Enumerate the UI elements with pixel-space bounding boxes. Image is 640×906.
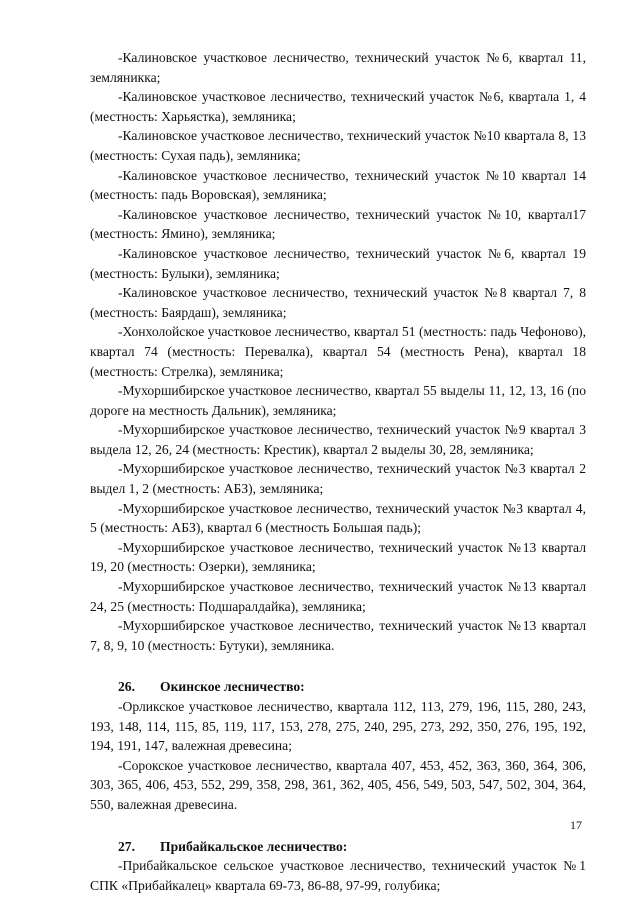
section-number: 27. [118, 838, 135, 854]
paragraph-sorokskoe: -Сорокское участковое лесничество, квартала 407, 453, 452, 363, 360, 364, 306, 303, 365, 406, 453, 552, 299, 358, 298, 361, 362, 405, 456, 549, 503, 547, 502, 304, 364, 550, валежная древесина. [90, 757, 586, 812]
paragraph-muhorshibirskoe-7: -Мухоршибирское участковое лесничество, технический участок №13 квартал 7, 8, 9, 10 (местность: Бутуки), земляника. [90, 618, 586, 653]
paragraph-muhorshibirskoe-5: -Мухоршибирское участковое лесничество, технический участок №13 квартал 19, 20 (местность: Озерки), земляника; [90, 539, 586, 575]
paragraph-kalinovskoe-4: -Калиновское участковое лесничество, технический участок №10 квартал 14 (местность: падь Воровская), земляника; [90, 167, 586, 203]
page-number: 17 [570, 818, 582, 832]
paragraph-muhorshibirskoe-6: -Мухоршибирское участковое лесничество, технический участок №13 квартал 24, 25 (местность: Подшаралдайка), земляника; [90, 579, 586, 614]
paragraph-muhorshibirskoe-2: -Мухоршибирское участковое лесничество, технический участок №9 квартал 3 выдела 12, 26, 24 (местность: Крестик), квартал 2 выделы 30, 28, земляника; [90, 422, 586, 457]
paragraph-muhorshibirskoe-4: -Мухоршибирское участковое лесничество, технический участок №3 квартал 4, 5 (местность: АБЗ), квартал 6 (местность Большая падь); [90, 500, 586, 536]
paragraph-kalinovskoe-1: -Калиновское участковое лесничество, технический участок №6, квартал 11, земляникка; [90, 50, 586, 85]
paragraph-kalinovskoe-3: -Калиновское участковое лесничество, технический участок №10 квартала 8, 13 (местность: Сухая падь), земляника; [90, 128, 586, 163]
section-gap [90, 815, 586, 837]
paragraph-honholoyskoe: -Хонхолойское участковое лесничество, квартал 51 (местность: падь Чефоново), квартал 74 (местность: Перевалка), квартал 54 (местность Рена), квартал 18 (местность: Стрелка), земляника; [90, 324, 586, 379]
paragraph-kalinovskoe-5: -Калиновское участковое лесничество, технический участок №10, квартал17 (местность: Ямино), земляника; [90, 206, 586, 242]
section-number: 26. [118, 679, 135, 695]
section-gap [90, 655, 586, 677]
paragraph-muhorshibirskoe-1: -Мухоршибирское участковое лесничество, квартал 55 выделы 11, 12, 13, 16 (по дороге на местность Дальник), земляника; [90, 383, 586, 418]
section-title: Окинское лесничество: [160, 679, 305, 695]
paragraph-orlikskoe: -Орликское участковое лесничество, квартала 112, 113, 279, 196, 115, 280, 243, 193, 148, 114, 115, 85, 119, 117, 153, 278, 275, 240, 295, 273, 292, 350, 276, 195, 192, 194, 191, 147, валежная древесина; [90, 699, 586, 754]
paragraph-muhorshibirskoe-3: -Мухоршибирское участковое лесничество, технический участок №3 квартал 2 выдел 1, 2 (местность: АБЗ), земляника; [90, 461, 586, 497]
section-title: Прибайкальское лесничество: [160, 838, 348, 854]
section-heading-27 [90, 837, 586, 857]
paragraph-pribaikalskoe: -Прибайкальское сельское участковое лесничество, технический участок №1 СПК «Прибайкалец» квартала 69-73, 86-88, 97-99, голубика; [90, 858, 586, 893]
section-heading-26 [90, 677, 586, 697]
paragraph-kalinovskoe-7: -Калиновское участковое лесничество, технический участок №8 квартал 7, 8 (местность: Баярдаш), земляника; [90, 285, 586, 320]
paragraph-kalinovskoe-2: -Калиновское участковое лесничество, технический участок №6, квартала 1, 4 (местность: Харьястка), земляника; [90, 89, 586, 124]
paragraph-kalinovskoe-6: -Калиновское участковое лесничество, технический участок №6, квартал 19 (местность: Булыки), земляника; [90, 245, 586, 281]
document-page [90, 48, 586, 895]
